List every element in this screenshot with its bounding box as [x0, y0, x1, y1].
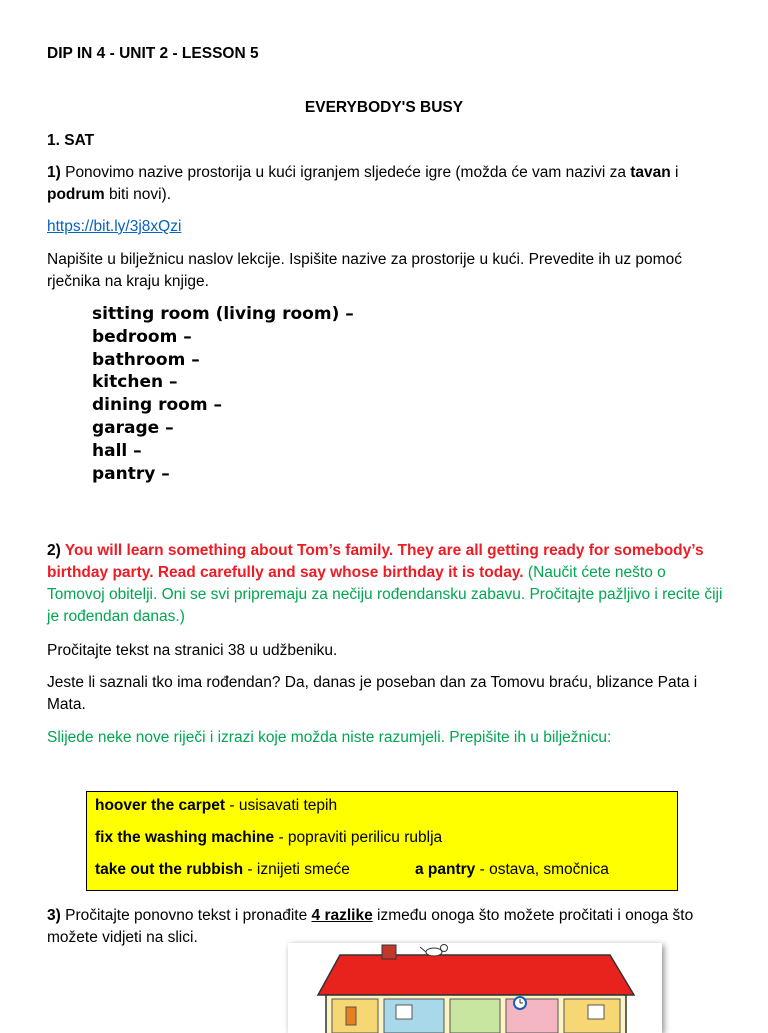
vocab-translation: - iznijeti smeće	[243, 861, 350, 878]
answer-paragraph: Jeste li saznali tko ima rođendan? Da, danas je poseban dan za Tomovu braću, blizance Pata i Mata.	[47, 674, 698, 713]
task-3-underlined: 4 razlike	[311, 907, 373, 924]
task-1-bold-podrum: podrum	[47, 186, 105, 203]
vocab-term: hoover the carpet	[95, 797, 226, 814]
rooms-list	[92, 303, 354, 485]
room-item: bedroom –	[92, 326, 192, 347]
section-heading: 1. SAT	[47, 132, 95, 149]
task-2-croatian-text: (Naučit ćete nešto o Tomovoj obitelji. Oni se svi pripremaju za nečiju rođendansku zabavu. Pročitajte pažljivo i recite čiji je rođendan danas.)	[47, 564, 723, 625]
vocab-term: a pantry	[415, 861, 476, 878]
lesson-title: EVERYBODY'S BUSY	[304, 99, 464, 116]
task-1-text-3: biti novi).	[104, 186, 172, 203]
room-item: garage –	[92, 417, 174, 438]
room-item: bathroom –	[92, 349, 200, 370]
task-2-number: 2)	[47, 542, 61, 559]
house-illustration	[288, 943, 662, 1033]
vocabulary-box	[86, 791, 678, 891]
vocab-term: take out the rubbish	[95, 861, 244, 878]
room-item: kitchen –	[92, 372, 178, 393]
clock-icon	[514, 997, 526, 1009]
task-1-paragraph	[47, 162, 724, 206]
room-item: sitting room (living room) –	[92, 304, 354, 324]
vocab-translation: - ostava, smočnica	[475, 861, 609, 878]
vocab-term: fix the washing machine	[95, 829, 275, 846]
task-3-text: Pročitajte ponovno tekst i pronađite	[60, 907, 312, 924]
document-header: DIP IN 4 - UNIT 2 - LESSON 5	[47, 45, 259, 62]
instruction-paragraph: Napišite u bilježnicu naslov lekcije. Ispišite nazive za prostorije u kući. Prevedite ih uz pomoć rječnika na kraju knjige.	[47, 251, 682, 290]
vocab-translation: - popraviti perilicu rublja	[274, 829, 443, 846]
task-1-text: Ponovimo nazive prostorija u kući igranjem sljedeće igre (možda će vam nazivi za	[60, 164, 631, 181]
vocab-row	[95, 795, 337, 817]
vocab-translation: - usisavati tepih	[225, 797, 338, 814]
read-text-paragraph: Pročitajte tekst na stranici 38 u udžbeniku.	[47, 642, 338, 659]
vocab-row	[415, 859, 609, 881]
room-item: pantry –	[92, 463, 170, 484]
task-1-number: 1)	[47, 164, 61, 181]
task-1-bold-tavan: tavan	[630, 164, 671, 181]
task-3-number: 3)	[47, 907, 61, 924]
room-item: dining room –	[92, 395, 222, 416]
room-item: hall –	[92, 440, 142, 461]
vocab-row	[95, 827, 442, 849]
new-words-paragraph: Slijede neke nove riječi i izrazi koje možda niste razumjeli. Prepišite ih u bilježnicu:	[47, 729, 612, 746]
vocab-row	[95, 859, 350, 881]
task-2-english-text: You will learn something about Tom’s family. They are all getting ready for somebody’s birthday party. Read carefully and say whose birthday it is today.	[47, 542, 704, 581]
game-link[interactable]: https://bit.ly/3j8xQzi	[47, 218, 182, 235]
house-drawing	[288, 943, 662, 1033]
game-link-line	[47, 216, 724, 238]
task-3-text-2: između onoga što možete pročitati i onoga što možete vidjeti na slici.	[47, 907, 694, 946]
task-2-paragraph	[47, 540, 724, 628]
task-1-text-2: i	[670, 164, 679, 181]
